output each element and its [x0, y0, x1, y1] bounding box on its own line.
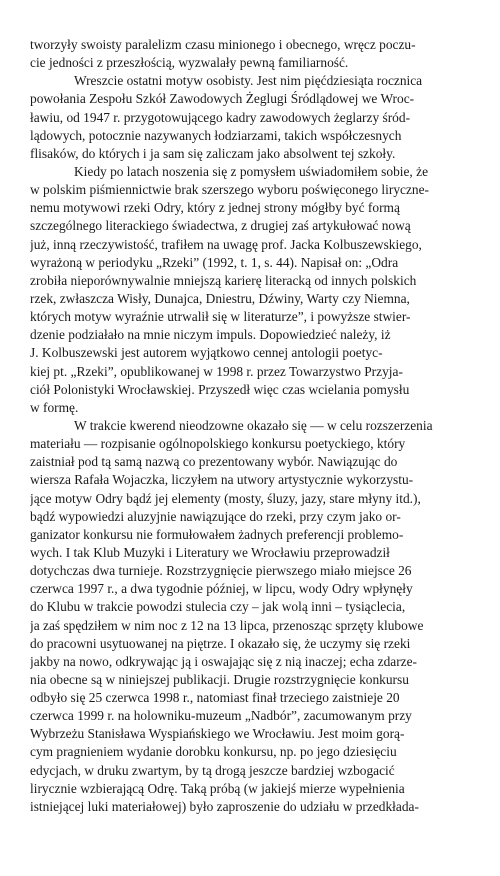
text-line: bądź wypowiedzi aluzyjnie nawiązujące do rzeki, przy czym jako or- — [30, 508, 401, 524]
text-line: dotychczas dwa turnieje. Rozstrzygnięcie pierwszego miało miejsce 26 — [30, 563, 412, 579]
text-line: rzek, zwłaszcza Wisły, Dunajca, Dniestru, Dźwiny, Warty czy Niemna, — [30, 290, 410, 306]
text-line: jakby na nowo, odkrywając ją i oswajając się z nią inaczej; echa zdarze- — [30, 653, 418, 669]
text-line: materiału — rozpisanie ogólnopolskiego konkursu poetyckiego, który — [30, 436, 406, 452]
text-line: w formę. — [30, 399, 79, 415]
text-line: W trakcie kwerend nieodzowne okazało się — w celu rozszerzenia — [74, 417, 433, 433]
text-line: J. Kolbuszewski jest autorem wyjątkowo cennej antologii poetyc- — [30, 345, 383, 361]
text-line: ciół Polonistyki Wrocławskiej. Przyszedł więc czas wcielania pomysłu — [30, 381, 410, 397]
text-line: których motyw wyraźnie utrwalił się w literaturze”, i powyższe stwier- — [30, 309, 411, 325]
page-text — [30, 36, 472, 816]
text-line: kiej pt. „Rzeki”, opublikowanej w 1998 r. przez Towarzystwo Przyja- — [30, 363, 403, 379]
text-line: wiersza Rafała Wojaczka, liczyłem na utwory artystycznie wykorzystu- — [30, 472, 414, 488]
text-line: czerwca 1999 r. na holowniku-muzeum „Nadbór”, zacumowanym przy — [30, 708, 412, 724]
text-line: Kiedy po latach noszenia się z pomysłem uświadomiłem sobie, że — [74, 163, 429, 179]
text-line: lirycznie wzbierającą Odrę. Taką próbą (w jakiejś mierze wypełnienia — [30, 780, 405, 796]
text-line: flisaków, do których i ja sam się zaliczam jako absolwent tej szkoły. — [30, 145, 396, 161]
text-line: zaistniał pod tą samą nazwą co prezentowany wybór. Nawiązując do — [30, 454, 398, 470]
text-line: tworzyły swoisty paralelizm czasu minionego i obecnego, wręcz poczu- — [30, 37, 416, 52]
text-line: wyrażoną w periodyku „Rzeki” (1992, t. 1, s. 44). Napisał on: „Odra — [30, 254, 399, 270]
text-line: Wreszcie ostatni motyw osobisty. Jest nim pięćdziesiąta rocznica — [74, 73, 423, 89]
text-line: odbyło się 25 czerwca 1998 r., natomiast finał trzeciego zaistnieje 20 — [30, 690, 400, 706]
text-line: do Klubu w trakcie powodzi stulecia czy – jak wolą inni – tysiąclecia, — [30, 599, 406, 615]
text-line: już, inną rzeczywistość, trafiłem na uwagę prof. Jacka Kolbuszewskiego, — [30, 236, 422, 252]
text-line: Wybrzeżu Stanisława Wyspiańskiego we Wrocławiu. Jest moim gorą- — [30, 726, 405, 742]
text-line: edycjach, w druku zwartym, by tą drogą jeszcze bardziej wzbogacić — [30, 762, 395, 778]
text-line: powołania Zespołu Szkół Zawodowych Żeglugi Śródlądowej we Wroc- — [30, 91, 415, 107]
text-line: istniejącej luki materiałowej) było zaproszenie do udziału w przedkłada- — [30, 798, 419, 814]
text-line: czerwca 1997 r., a dwa tygodnie później, w lipcu, wody Odry wpłynęły — [30, 581, 413, 597]
text-line: dzenie podziałało na mnie niczym impuls. Dopowiedzieć należy, iż — [30, 327, 391, 343]
text-line: w polskim piśmiennictwie brak szerszego wyboru poświęconego liryczne- — [30, 182, 430, 198]
text-line: cym pragnieniem wydanie dorobku konkursu, np. po jego dziesięciu — [30, 744, 397, 760]
text-line: do pracowni usytuowanej na piętrze. I okazało się, że uczymy się rzeki — [30, 635, 411, 651]
text-line: cie jedności z przeszłością, wyzwalały pewną familiarność. — [30, 55, 349, 71]
text-line: szczególnego literackiego świadectwa, z drugiej zaś artykułować nową — [30, 218, 411, 234]
text-line: lądowych, potocznie nazywanych łodziarzami, takich współczesnych — [30, 127, 402, 143]
text-line: zrobiła nieporównywalnie mniejszą karierę literacką od innych polskich — [30, 272, 417, 288]
text-line: nia obecne są w niniejszej publikacji. Drugie rozstrzygnięcie konkursu — [30, 671, 409, 687]
text-line: jące motyw Odry bądź jej elementy (mosty, śluzy, jazy, stare młyny itd.), — [30, 490, 421, 506]
text-line: ja zaś spędziłem w nim noc z 12 na 13 lipca, przenosząc sprzęty klubowe — [30, 617, 424, 633]
text-line: ławiu, od 1947 r. przygotowującego kadry zawodowych żeglarzy śród- — [30, 109, 411, 125]
text-line: ganizator konkursu nie formułowałem żadnych preferencji problemo- — [30, 526, 404, 542]
text-line: wych. I tak Klub Muzyki i Literatury we Wrocławiu przeprowadził — [30, 544, 390, 560]
text-line: nemu motywowi rzeki Odry, który z jednej strony mógłby być formą — [30, 200, 400, 216]
